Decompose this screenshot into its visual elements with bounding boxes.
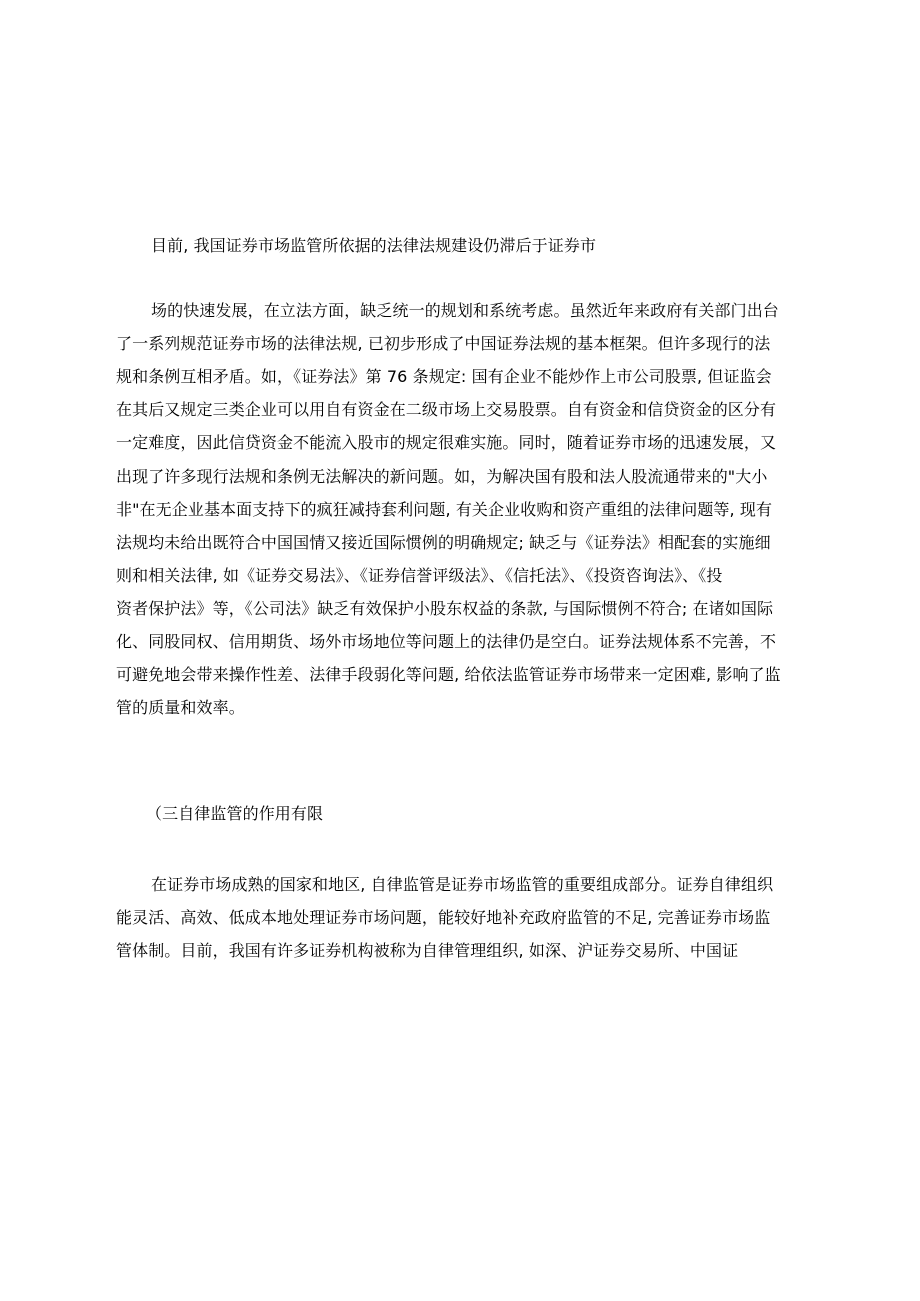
paragraph-line: 可避免地会带来操作性差、法律手段弱化等问题, 给依法监管证券市场带来一定困难, 影响了监 [116,665,781,684]
paragraph-line: 化、同股同权、信用期货、场外市场地位等问题上的法律仍是空白。证券法规体系不完善，不 [116,632,777,651]
paragraph-line: 管的质量和效率。 [116,698,245,717]
paragraph-line: 了一系列规范证券市场的法律法规, 已初步形成了中国证券法规的基本框架。但许多现行的法 [116,334,771,353]
paragraph-line: 规和条例互相矛盾。如，《证券法》第 76 条规定: 国有企业不能炒作上市公司股票, 但证监会 [116,367,772,386]
paragraph-line: 非"在无企业基本面支持下的疯狂减持套利问题, 有关企业收购和资产重组的法律问题等, 现有 [116,500,773,519]
section-heading: （三自律监管的作用有限 [146,804,324,823]
paragraph-line: 能灵活、高效、低成本地处理证券市场问题，能较好地补充政府监管的不足, 完善证券市场监 [116,908,771,927]
paragraph-line: 管体制。目前，我国有许多证券机构被称为自律管理组织, 如深、沪证券交易所、中国证 [116,941,739,960]
paragraph-line: 资者保护法》等，《公司法》缺乏有效保护小股东权益的条款, 与国际惯例不符合; 在诸如国际 [116,599,774,618]
paragraph-line: 则和相关法律, 如《证券交易法》、《证券信誉评级法》、《信托法》、《投资咨询法》、《投 [116,566,723,585]
paragraph-intro-line: 目前, 我国证券市场监管所依据的法律法规建设仍滞后于证券市 [151,236,597,255]
paragraph-line: 一定难度，因此信贷资金不能流入股市的规定很难实施。同时，随着证券市场的迅速发展，又 [116,433,777,452]
paragraph-line: 出现了许多现行法规和条例无法解决的新问题。如，为解决国有股和法人股流通带来的"大小 [116,467,768,486]
paragraph-line: 法规均未给出既符合中国国情又接近国际惯例的明确规定; 缺乏与《证券法》相配套的实施细 [116,533,771,552]
paragraph-line: 场的快速发展，在立法方面，缺乏统一的规划和系统考虑。虽然近年来政府有关部门出台 [151,301,779,320]
paragraph-line: 在证券市场成熟的国家和地区, 自律监管是证券市场监管的重要组成部分。证券自律组织 [151,875,774,894]
paragraph-line: 在其后又规定三类企业可以用自有资金在二级市场上交易股票。自有资金和信贷资金的区分有 [116,400,777,419]
